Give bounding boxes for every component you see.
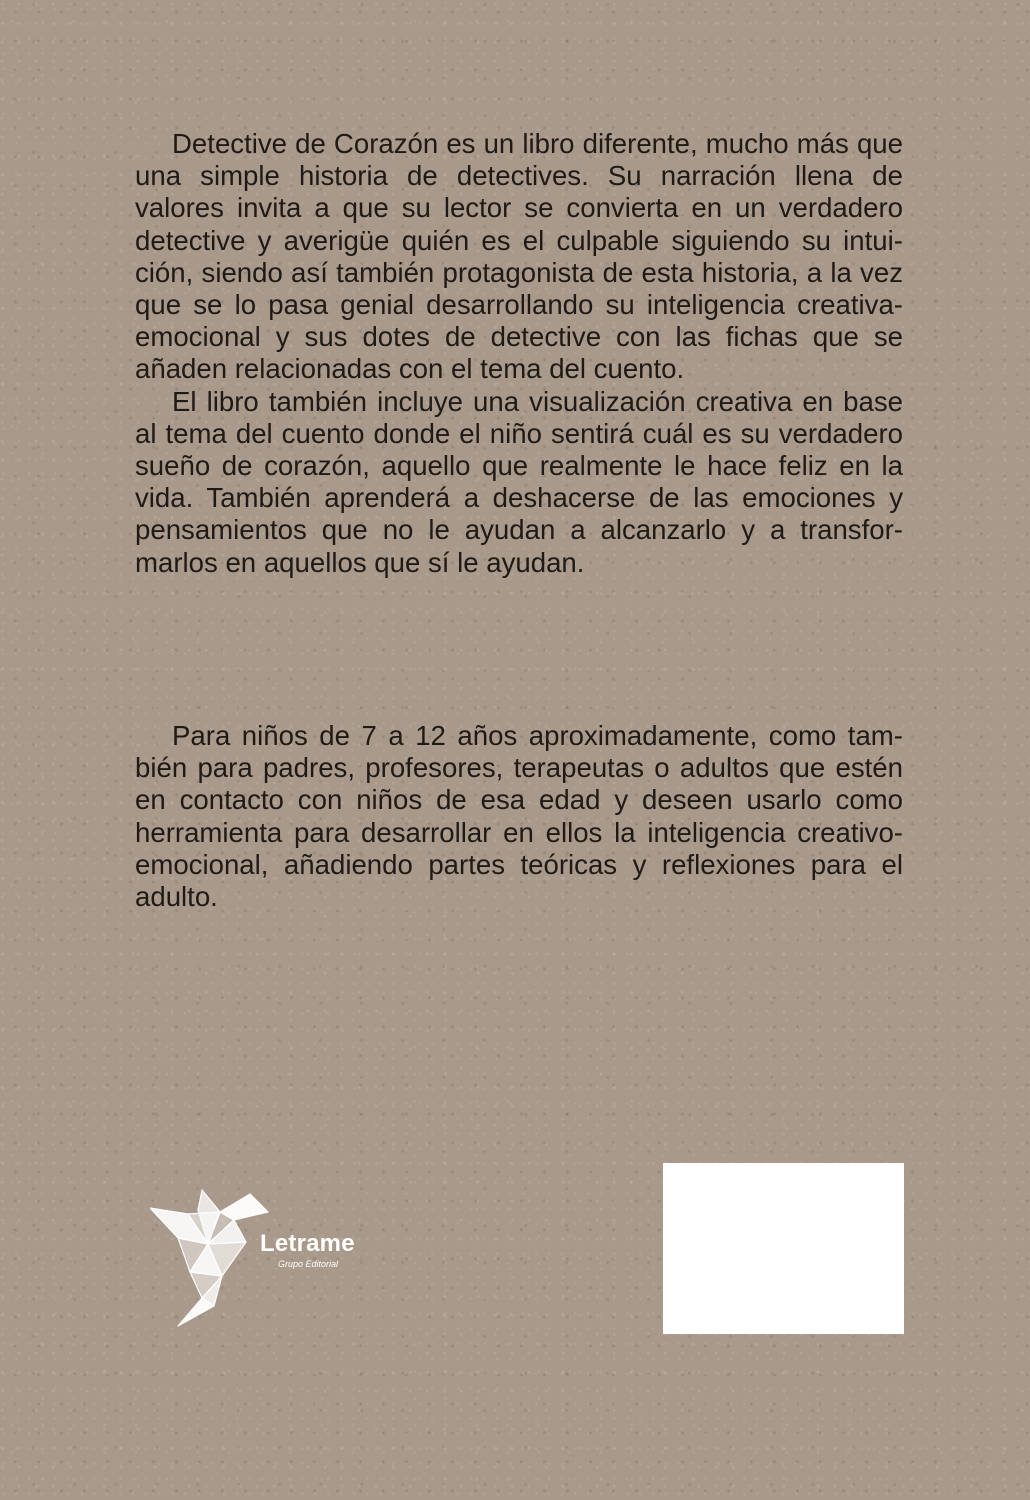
publisher-subtitle: Grupo Editorial [278, 1259, 339, 1269]
audience-text [135, 720, 903, 913]
audience-paragraph: Para niños de 7 a 12 años aproximadamente, como también para padres, profesores, terapeutas o adultos que estén en contacto con niños de esa edad y deseen usarlo como herramienta para desarrollar en ellos la inteligencia creativo-emocional, añadiendo partes teóricas y reflexiones para el adulto. [135, 720, 903, 913]
blurb-paragraph: El libro también incluye una visualización creativa en base al tema del cuento donde el niño sentirá cuál es su verdadero sueño de corazón, aquello que realmente le hace feliz en la vida. También aprenderá a deshacerse de las emociones y pensamientos que no le ayudan a alcanzarlo y a transformarlos en aquellos que sí le ayudan. [135, 385, 903, 578]
blurb-text [135, 128, 903, 579]
barcode-area [663, 1163, 904, 1334]
origami-bird-icon [150, 1180, 270, 1330]
publisher-name: Letrame [260, 1230, 355, 1257]
blurb-paragraph: Detective de Corazón es un libro diferente, mucho más que una simple historia de detectives. Su narración llena de valores invita a que su lector se convierta en un verdadero detective y averigüe quién es el culpable siguiendo su intuición, siendo así también protagonista de esta historia, a la vez que se lo pasa genial desarrollando su inteligencia creativa-emocional y sus dotes de detective con las fichas que se añaden relacionadas con el tema del cuento. [135, 128, 903, 385]
publisher-logo [150, 1180, 390, 1330]
